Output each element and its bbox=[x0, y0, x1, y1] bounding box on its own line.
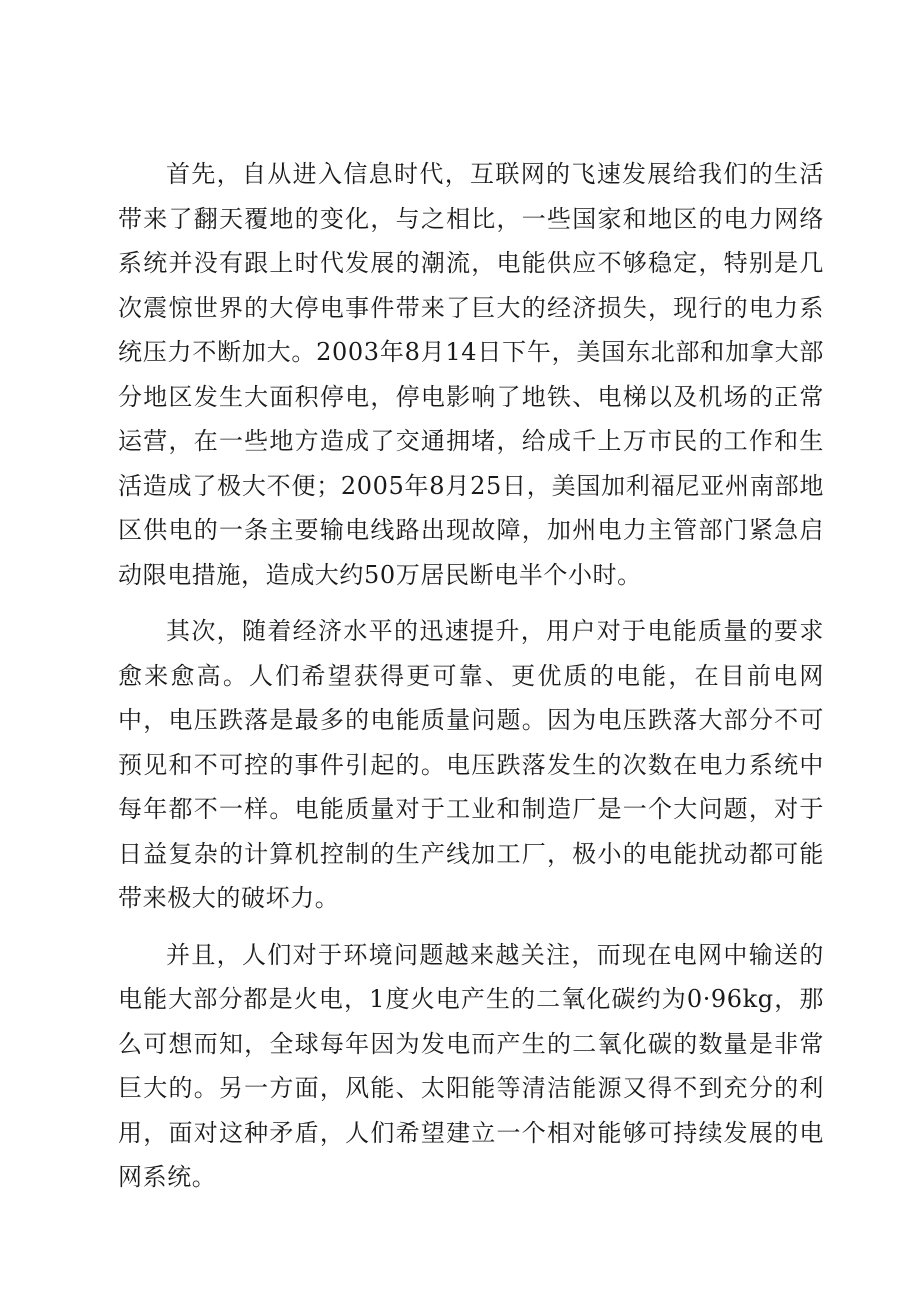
document-body bbox=[118, 152, 824, 1212]
paragraph-environment: 并且，人们对于环境问题越来越关注，而现在电网中输送的电能大部分都是火电，1度火电产生的二氧化碳约为0·96kg，那么可想而知，全球每年因为发电而产生的二氧化碳的数量是非常巨大的。另一方面，风能、太阳能等清洁能源又得不到充分的利用，面对这种矛盾，人们希望建立一个相对能够可持续发展的电网系统。 bbox=[118, 940, 824, 1191]
paragraph-power-quality: 其次，随着经济水平的迅速提升，用户对于电能质量的要求愈来愈高。人们希望获得更可靠、更优质的电能，在目前电网中，电压跌落是最多的电能质量问题。因为电压跌落大部分不可预见和不可控的事件引起的。电压跌落发生的次数在电力系统中每年都不一样。电能质量对于工业和制造厂是一个大问题，对于日益复杂的计算机控制的生产线加工厂，极小的电能扰动都可能带来极大的破坏力。 bbox=[118, 617, 824, 912]
paragraph-power-outages: 首先，自从进入信息时代，互联网的飞速发展给我们的生活带来了翻天覆地的变化，与之相比，一些国家和地区的电力网络系统并没有跟上时代发展的潮流，电能供应不够稳定，特别是几次震惊世界的大停电事件带来了巨大的经济损失，现行的电力系统压力不断加大。2003年8月14日下午，美国东北部和加拿大部分地区发生大面积停电，停电影响了地铁、电梯以及机场的正常运营，在一些地方造成了交通拥堵，给成千上万市民的工作和生活造成了极大不便；2005年8月25日，美国加利福尼亚州南部地区供电的一条主要输电线路出现故障，加州电力主管部门紧急启动限电措施，造成大约50万居民断电半个小时。 bbox=[118, 160, 824, 589]
